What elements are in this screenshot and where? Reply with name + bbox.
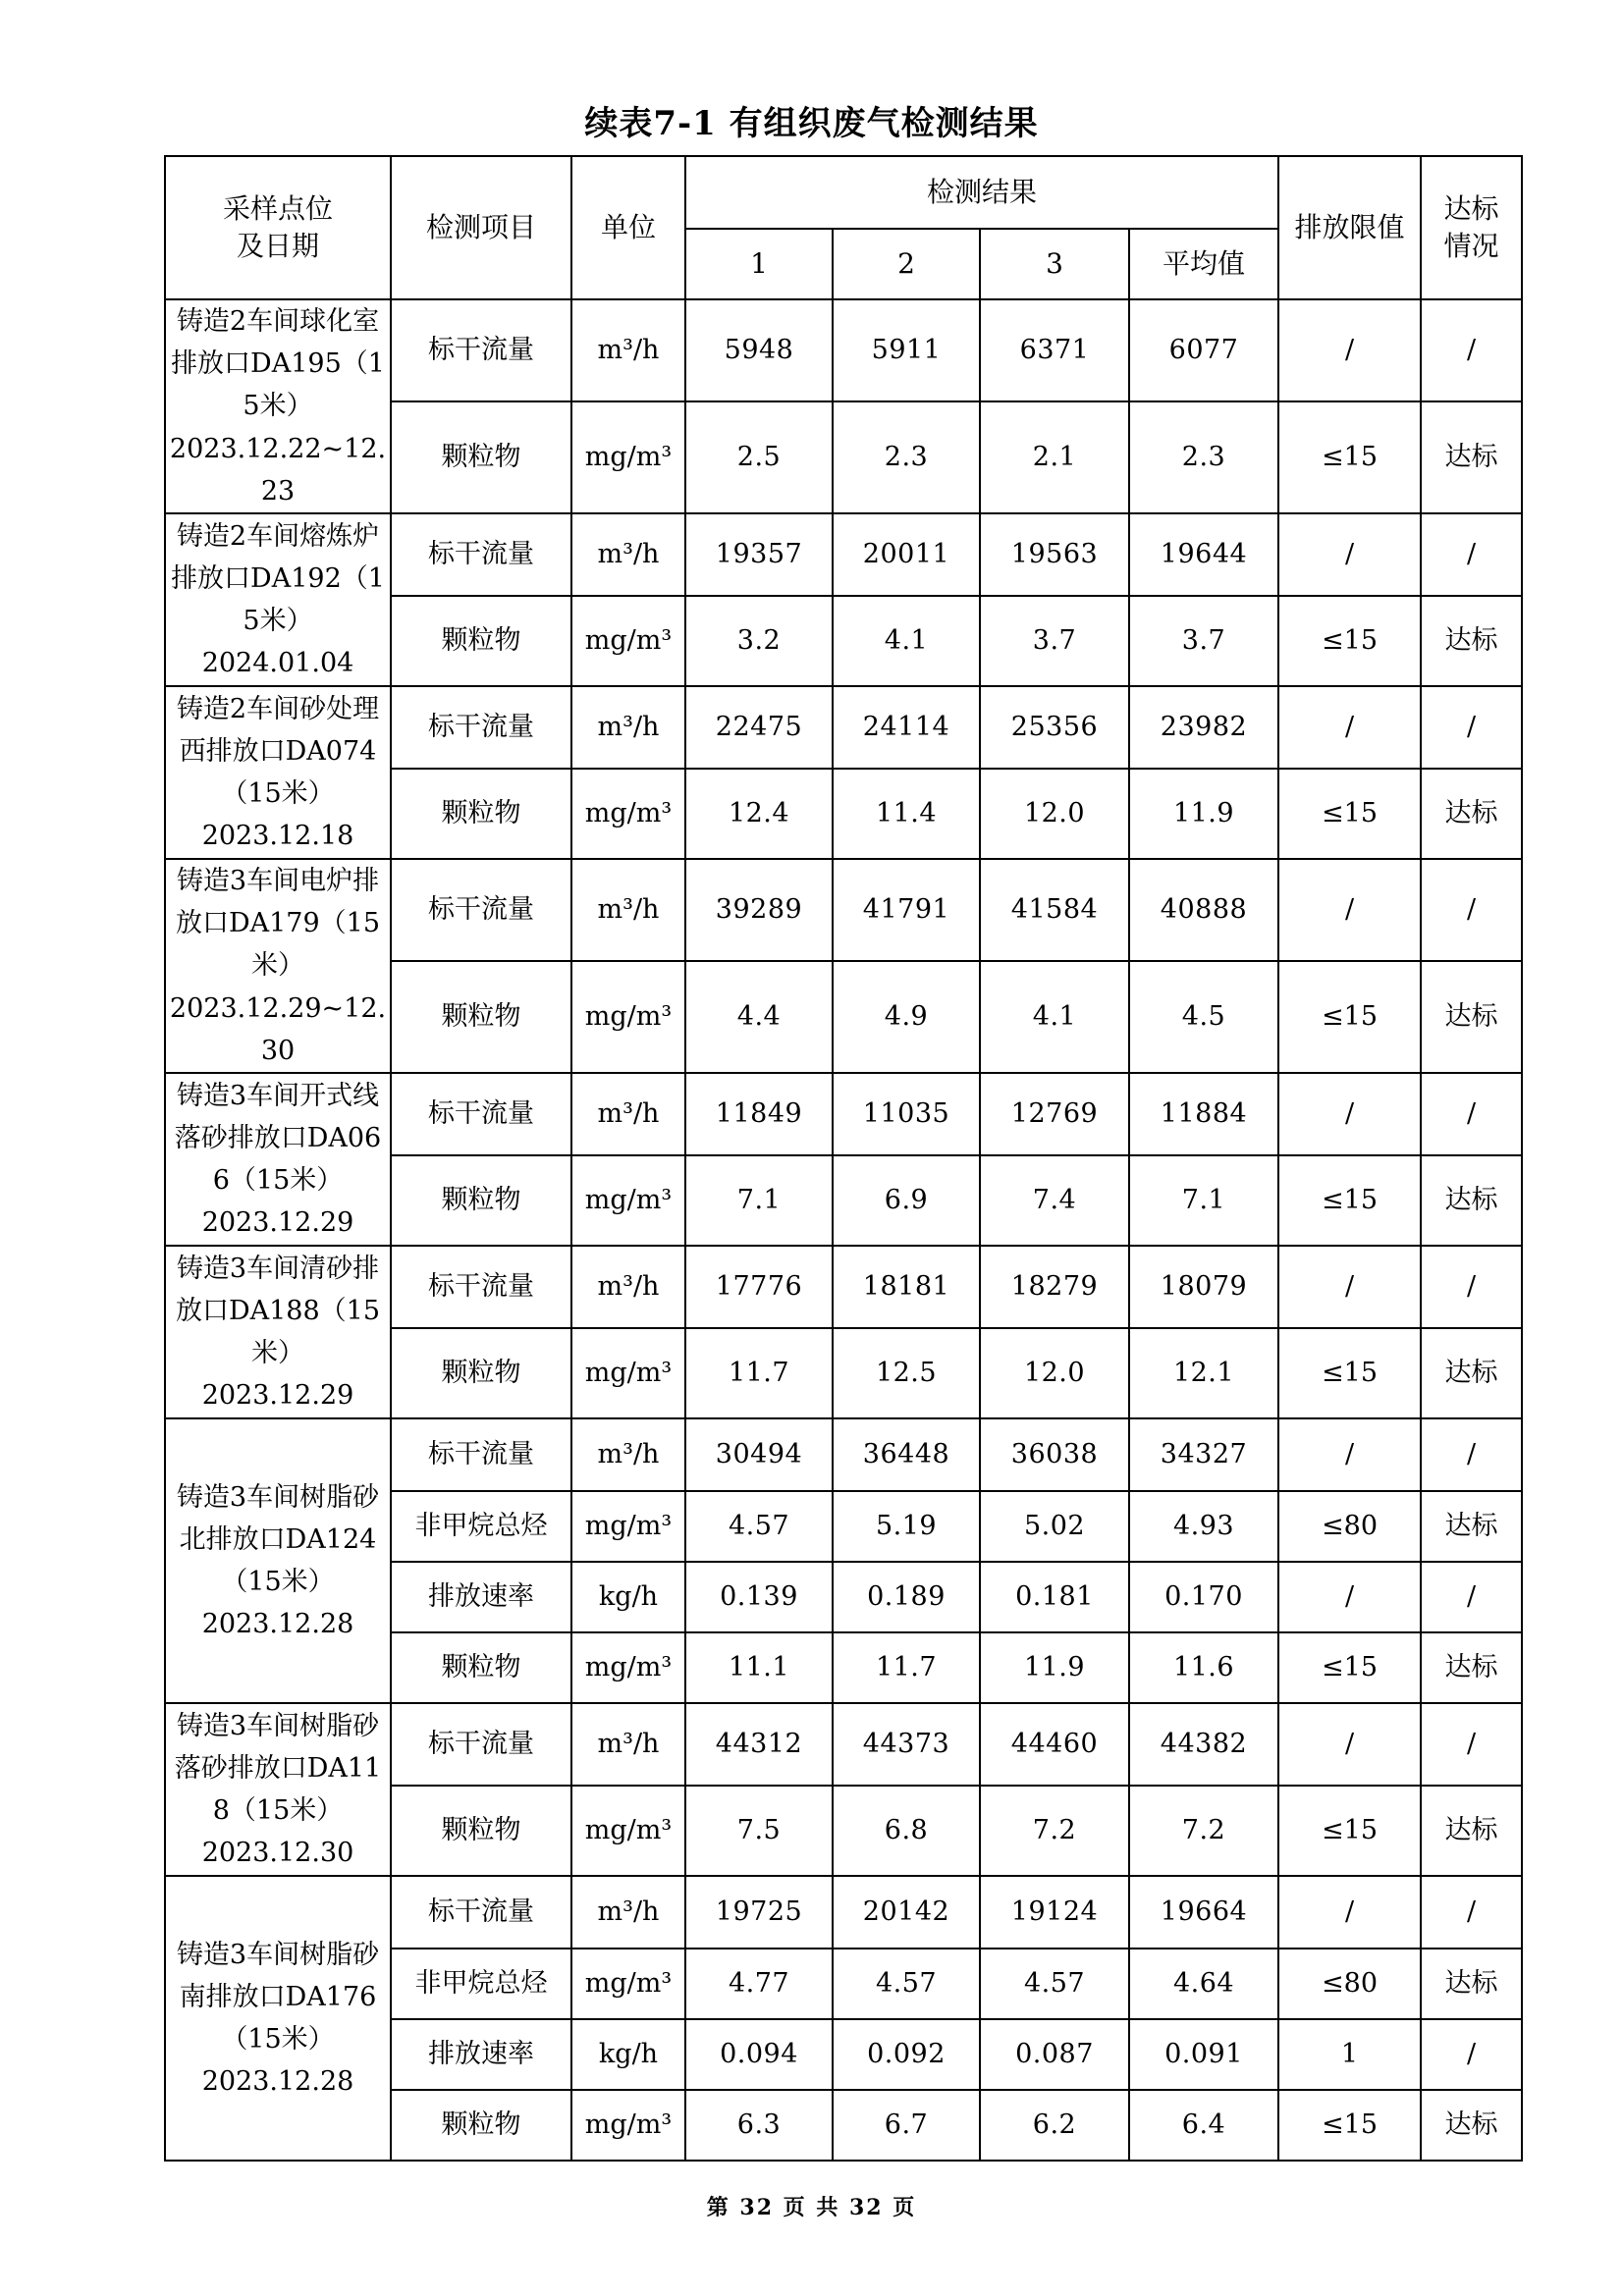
cell-status: 达标 [1421,1632,1522,1703]
cell-average: 11884 [1129,1073,1278,1155]
cell-result-1: 11849 [685,1073,833,1155]
cell-item: 排放速率 [391,1562,571,1632]
cell-limit: / [1278,1876,1421,1949]
cell-unit: m³/h [571,1418,685,1491]
cell-result-3: 3.7 [980,596,1129,686]
cell-average: 7.1 [1129,1155,1278,1246]
table-row [165,513,1522,596]
cell-item: 颗粒物 [391,1786,571,1876]
cell-status: / [1421,1073,1522,1155]
header-status: 达标 情况 [1421,156,1522,299]
cell-result-1: 39289 [685,859,833,961]
cell-result-3: 12.0 [980,769,1129,859]
cell-result-3: 4.1 [980,961,1129,1073]
cell-result-3: 19563 [980,513,1129,596]
cell-result-2: 36448 [833,1418,980,1491]
cell-item: 标干流量 [391,1418,571,1491]
cell-limit: / [1278,1703,1421,1786]
cell-status: / [1421,1246,1522,1328]
cell-limit: / [1278,686,1421,769]
table-row [165,299,1522,401]
cell-unit: m³/h [571,1876,685,1949]
cell-item: 标干流量 [391,1876,571,1949]
cell-limit: / [1278,513,1421,596]
cell-result-2: 4.1 [833,596,980,686]
table-body [165,299,1522,2161]
cell-unit: m³/h [571,1073,685,1155]
cell-unit: mg/m³ [571,1632,685,1703]
cell-status: / [1421,1703,1522,1786]
cell-limit: ≤80 [1278,1491,1421,1562]
cell-result-2: 24114 [833,686,980,769]
cell-result-3: 11.9 [980,1632,1129,1703]
cell-average: 4.93 [1129,1491,1278,1562]
page-footer: 第 32 页 共 32 页 [706,2195,917,2220]
cell-unit: kg/h [571,1562,685,1632]
cell-limit: / [1278,1562,1421,1632]
cell-result-1: 0.139 [685,1562,833,1632]
cell-result-3: 25356 [980,686,1129,769]
table-row [165,686,1522,769]
cell-site: 铸造2车间熔炼炉排放口DA192（15米） 2024.01.04 [165,513,391,686]
cell-unit: mg/m³ [571,2090,685,2161]
cell-average: 7.2 [1129,1786,1278,1876]
cell-result-3: 12.0 [980,1328,1129,1418]
table-row [165,1073,1522,1155]
cell-average: 44382 [1129,1703,1278,1786]
cell-status: 达标 [1421,1155,1522,1246]
cell-result-2: 11.7 [833,1632,980,1703]
cell-status: 达标 [1421,961,1522,1073]
cell-status: / [1421,1562,1522,1632]
cell-limit: ≤15 [1278,1328,1421,1418]
cell-item: 标干流量 [391,1703,571,1786]
cell-limit: / [1278,1418,1421,1491]
cell-item: 标干流量 [391,299,571,401]
cell-result-3: 0.087 [980,2019,1129,2090]
cell-item: 非甲烷总烃 [391,1491,571,1562]
cell-result-1: 0.094 [685,2019,833,2090]
cell-unit: mg/m³ [571,1949,685,2019]
cell-result-2: 4.9 [833,961,980,1073]
header-item: 检测项目 [391,156,571,299]
cell-item: 标干流量 [391,1246,571,1328]
page-title: 续表7-1 有组织废气检测结果 [584,104,1039,143]
results-table-wrap [164,155,1521,2162]
cell-unit: mg/m³ [571,961,685,1073]
cell-result-1: 6.3 [685,2090,833,2161]
cell-result-2: 5.19 [833,1491,980,1562]
cell-result-2: 18181 [833,1246,980,1328]
cell-result-2: 12.5 [833,1328,980,1418]
cell-item: 颗粒物 [391,769,571,859]
cell-result-1: 4.77 [685,1949,833,2019]
cell-result-2: 6.9 [833,1155,980,1246]
cell-result-2: 5911 [833,299,980,401]
cell-result-1: 4.57 [685,1491,833,1562]
cell-site: 铸造2车间砂处理西排放口DA074（15米） 2023.12.18 [165,686,391,859]
cell-item: 标干流量 [391,513,571,596]
cell-unit: m³/h [571,859,685,961]
cell-status: / [1421,686,1522,769]
cell-result-3: 7.4 [980,1155,1129,1246]
emission-results-table [164,155,1523,2162]
cell-item: 颗粒物 [391,1632,571,1703]
table-row [165,1703,1522,1786]
cell-status: / [1421,859,1522,961]
table-row [165,1246,1522,1328]
cell-average: 19644 [1129,513,1278,596]
cell-average: 6.4 [1129,2090,1278,2161]
cell-average: 0.170 [1129,1562,1278,1632]
cell-result-3: 36038 [980,1418,1129,1491]
cell-result-2: 6.8 [833,1786,980,1876]
cell-limit: / [1278,859,1421,961]
cell-item: 非甲烷总烃 [391,1949,571,2019]
cell-limit: ≤15 [1278,401,1421,513]
cell-result-3: 6371 [980,299,1129,401]
cell-result-2: 11.4 [833,769,980,859]
cell-unit: mg/m³ [571,596,685,686]
cell-unit: m³/h [571,1246,685,1328]
cell-average: 11.6 [1129,1632,1278,1703]
cell-average: 19664 [1129,1876,1278,1949]
header-results: 检测结果 [685,156,1278,229]
cell-unit: mg/m³ [571,769,685,859]
cell-result-2: 0.189 [833,1562,980,1632]
cell-average: 18079 [1129,1246,1278,1328]
header-average: 平均值 [1129,229,1278,299]
cell-limit: / [1278,299,1421,401]
cell-status: / [1421,299,1522,401]
cell-status: / [1421,1418,1522,1491]
cell-result-1: 2.5 [685,401,833,513]
cell-result-1: 30494 [685,1418,833,1491]
cell-result-2: 11035 [833,1073,980,1155]
header-result-1: 1 [685,229,833,299]
cell-average: 3.7 [1129,596,1278,686]
cell-item: 排放速率 [391,2019,571,2090]
cell-status: 达标 [1421,2090,1522,2161]
cell-result-1: 11.7 [685,1328,833,1418]
cell-result-2: 44373 [833,1703,980,1786]
cell-result-1: 7.5 [685,1786,833,1876]
cell-result-3: 2.1 [980,401,1129,513]
header-result-3: 3 [980,229,1129,299]
cell-limit: ≤15 [1278,1155,1421,1246]
cell-result-3: 12769 [980,1073,1129,1155]
cell-result-2: 20011 [833,513,980,596]
cell-item: 颗粒物 [391,1328,571,1418]
header-result-2: 2 [833,229,980,299]
cell-result-1: 11.1 [685,1632,833,1703]
header-site: 采样点位 及日期 [165,156,391,299]
cell-average: 0.091 [1129,2019,1278,2090]
cell-item: 标干流量 [391,686,571,769]
cell-result-1: 5948 [685,299,833,401]
cell-site: 铸造3车间电炉排放口DA179（15米） 2023.12.29~12.30 [165,859,391,1073]
cell-average: 6077 [1129,299,1278,401]
cell-result-3: 6.2 [980,2090,1129,2161]
cell-average: 40888 [1129,859,1278,961]
table-row [165,859,1522,961]
cell-average: 23982 [1129,686,1278,769]
cell-result-3: 5.02 [980,1491,1129,1562]
cell-average: 4.64 [1129,1949,1278,2019]
cell-status: 达标 [1421,401,1522,513]
cell-unit: mg/m³ [571,1155,685,1246]
header-unit: 单位 [571,156,685,299]
cell-average: 4.5 [1129,961,1278,1073]
cell-limit: ≤15 [1278,596,1421,686]
cell-result-1: 19357 [685,513,833,596]
cell-site: 铸造2车间球化室排放口DA195（15米） 2023.12.22~12.23 [165,299,391,513]
cell-result-3: 19124 [980,1876,1129,1949]
cell-limit: ≤15 [1278,1786,1421,1876]
cell-site: 铸造3车间树脂砂落砂排放口DA118（15米） 2023.12.30 [165,1703,391,1876]
cell-result-3: 0.181 [980,1562,1129,1632]
cell-item: 颗粒物 [391,2090,571,2161]
cell-unit: m³/h [571,299,685,401]
cell-result-2: 2.3 [833,401,980,513]
cell-status: 达标 [1421,769,1522,859]
cell-average: 12.1 [1129,1328,1278,1418]
cell-result-1: 7.1 [685,1155,833,1246]
header-limit: 排放限值 [1278,156,1421,299]
table-row [165,1876,1522,1949]
cell-result-3: 18279 [980,1246,1129,1328]
cell-site: 铸造3车间树脂砂南排放口DA176（15米） 2023.12.28 [165,1876,391,2161]
cell-result-2: 41791 [833,859,980,961]
cell-result-1: 4.4 [685,961,833,1073]
cell-unit: mg/m³ [571,1491,685,1562]
cell-result-2: 0.092 [833,2019,980,2090]
cell-unit: mg/m³ [571,1786,685,1876]
cell-status: 达标 [1421,1491,1522,1562]
cell-site: 铸造3车间清砂排放口DA188（15米） 2023.12.29 [165,1246,391,1418]
cell-limit: ≤15 [1278,2090,1421,2161]
cell-result-2: 4.57 [833,1949,980,2019]
cell-status: 达标 [1421,1786,1522,1876]
cell-unit: m³/h [571,513,685,596]
cell-result-2: 6.7 [833,2090,980,2161]
cell-status: 达标 [1421,596,1522,686]
cell-result-1: 17776 [685,1246,833,1328]
cell-unit: kg/h [571,2019,685,2090]
cell-item: 标干流量 [391,859,571,961]
cell-average: 2.3 [1129,401,1278,513]
cell-unit: m³/h [571,686,685,769]
cell-status: / [1421,1876,1522,1949]
cell-site: 铸造3车间树脂砂北排放口DA124（15米） 2023.12.28 [165,1418,391,1703]
cell-result-3: 41584 [980,859,1129,961]
cell-item: 颗粒物 [391,401,571,513]
cell-limit: / [1278,1073,1421,1155]
cell-result-2: 20142 [833,1876,980,1949]
cell-result-1: 44312 [685,1703,833,1786]
cell-unit: m³/h [571,1703,685,1786]
table-row [165,1418,1522,1491]
cell-result-3: 44460 [980,1703,1129,1786]
cell-status: 达标 [1421,1949,1522,2019]
cell-limit: ≤15 [1278,769,1421,859]
cell-status: / [1421,513,1522,596]
cell-site: 铸造3车间开式线落砂排放口DA066（15米） 2023.12.29 [165,1073,391,1246]
cell-result-3: 4.57 [980,1949,1129,2019]
cell-unit: mg/m³ [571,401,685,513]
cell-item: 颗粒物 [391,596,571,686]
cell-limit: ≤15 [1278,961,1421,1073]
cell-item: 颗粒物 [391,961,571,1073]
cell-item: 颗粒物 [391,1155,571,1246]
cell-limit: 1 [1278,2019,1421,2090]
cell-limit: ≤80 [1278,1949,1421,2019]
cell-limit: ≤15 [1278,1632,1421,1703]
cell-average: 11.9 [1129,769,1278,859]
cell-result-1: 19725 [685,1876,833,1949]
cell-status: 达标 [1421,1328,1522,1418]
cell-result-1: 3.2 [685,596,833,686]
cell-result-1: 12.4 [685,769,833,859]
cell-status: / [1421,2019,1522,2090]
cell-average: 34327 [1129,1418,1278,1491]
cell-result-1: 22475 [685,686,833,769]
table-header [165,156,1522,299]
cell-result-3: 7.2 [980,1786,1129,1876]
cell-unit: mg/m³ [571,1328,685,1418]
cell-item: 标干流量 [391,1073,571,1155]
cell-limit: / [1278,1246,1421,1328]
